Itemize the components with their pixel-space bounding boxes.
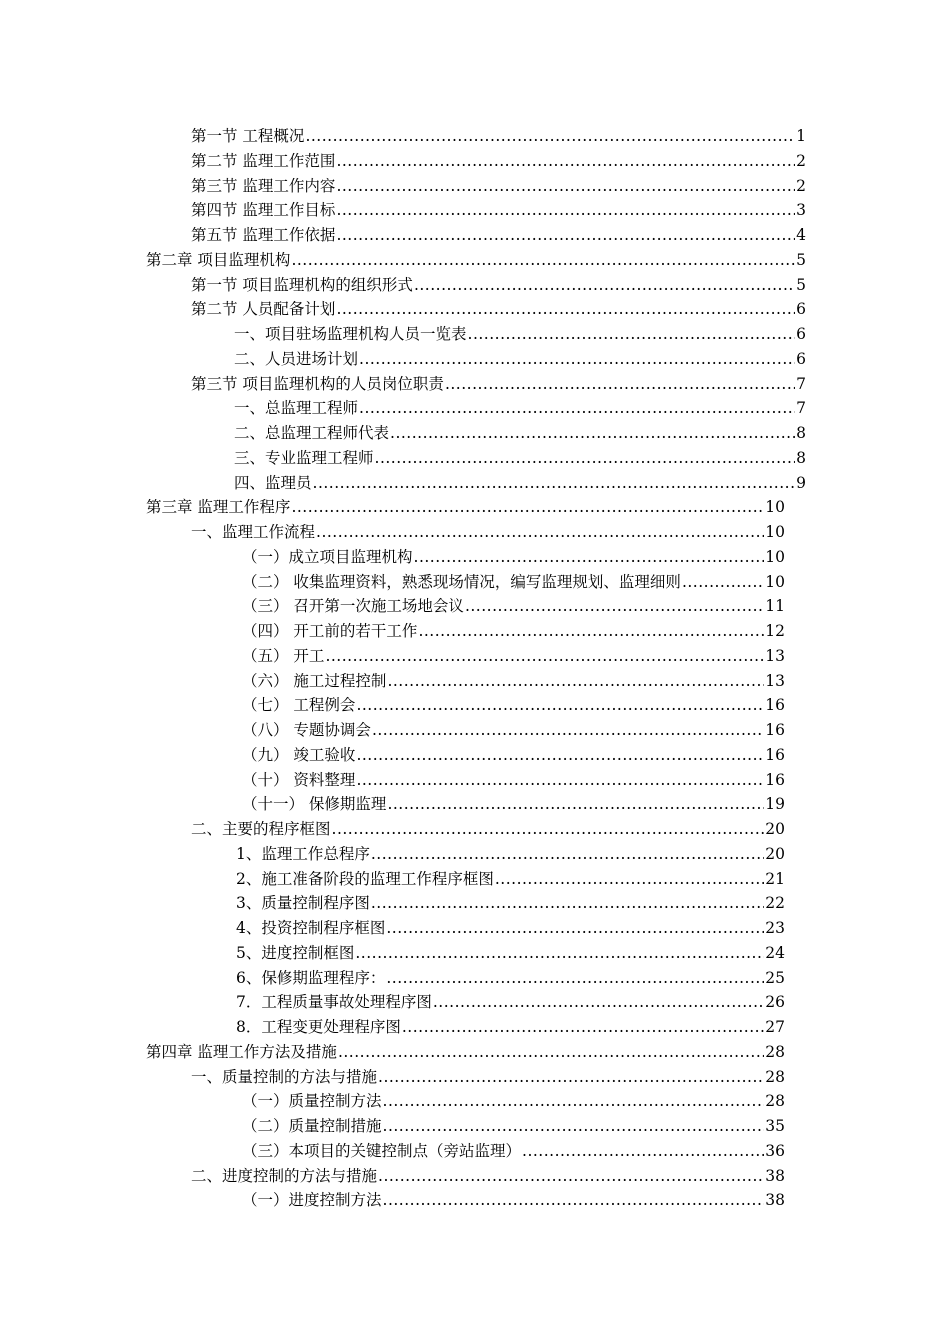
toc-dot-leader	[386, 916, 764, 941]
toc-dot-leader	[387, 669, 764, 694]
toc-entry-line	[242, 545, 785, 570]
toc-entry[interactable]	[146, 891, 806, 916]
toc-dot-leader	[418, 619, 764, 644]
toc-dot-leader	[378, 1065, 764, 1090]
toc-entry-title: （三） 召开第一次施工场地会议	[242, 597, 464, 616]
toc-page-number: 8	[796, 448, 806, 467]
toc-page-number: 5	[796, 250, 806, 269]
toc-page-number: 16	[765, 696, 785, 715]
toc-dot-leader	[356, 693, 764, 718]
toc-page-number: 35	[765, 1117, 785, 1135]
toc-entry[interactable]	[146, 792, 806, 817]
toc-entry-line	[234, 446, 806, 471]
toc-entry-title: 二、主要的程序框图	[191, 820, 331, 838]
toc-entry-title: 第二节 人员配备计划	[191, 300, 336, 319]
toc-entry[interactable]	[146, 347, 806, 372]
toc-entry-line	[236, 867, 785, 892]
toc-entry[interactable]	[146, 817, 806, 842]
toc-page-number: 6	[796, 300, 806, 319]
toc-dot-leader	[372, 718, 764, 743]
toc-entry-line	[242, 718, 785, 743]
toc-entry[interactable]	[146, 1164, 806, 1189]
toc-page-number: 10	[765, 498, 785, 517]
toc-entry[interactable]	[146, 1015, 806, 1040]
toc-entry-line	[191, 520, 785, 545]
toc-dot-leader	[359, 396, 795, 421]
toc-dot-leader	[336, 297, 795, 322]
toc-dot-leader	[386, 966, 764, 991]
toc-entry[interactable]	[146, 248, 806, 273]
toc-entry-line	[242, 743, 785, 768]
toc-entry[interactable]	[146, 520, 806, 545]
toc-dot-leader	[414, 273, 795, 298]
toc-entry-title: 三、专业监理工程师	[234, 448, 374, 467]
toc-entry-title: 2、施工准备阶段的监理工作程序框图	[236, 869, 494, 888]
toc-page-number: 13	[765, 646, 785, 665]
toc-entry-title: （二） 收集监理资料，熟悉现场情况，编写监理规划、监理细则	[242, 572, 681, 591]
toc-page-number: 19	[765, 795, 785, 814]
toc-page-number: 12	[765, 622, 785, 640]
toc-dot-leader	[356, 743, 764, 768]
toc-entry[interactable]	[146, 768, 806, 793]
toc-entry-line	[242, 1139, 785, 1164]
toc-entry[interactable]	[146, 495, 806, 520]
toc-entry-line	[191, 124, 806, 149]
toc-entry-line	[191, 174, 806, 199]
toc-page-number: 8	[796, 424, 806, 442]
toc-page-number: 10	[765, 572, 785, 591]
toc-entry-title: 第二节 监理工作范围	[191, 151, 336, 170]
toc-entry[interactable]	[146, 446, 806, 471]
toc-entry[interactable]	[146, 669, 806, 694]
toc-entry[interactable]	[146, 1040, 806, 1065]
toc-dot-leader	[378, 1164, 764, 1189]
toc-entry-line	[234, 396, 806, 421]
toc-entry[interactable]	[146, 1089, 806, 1114]
toc-entry[interactable]	[146, 273, 806, 298]
toc-dot-leader	[336, 223, 795, 248]
toc-entry[interactable]	[146, 941, 806, 966]
toc-entry-title: （七） 工程例会	[242, 696, 356, 715]
toc-entry-line	[191, 223, 806, 248]
toc-entry-line	[234, 421, 806, 446]
toc-entry[interactable]	[146, 990, 806, 1015]
toc-dot-leader	[316, 520, 764, 545]
toc-entry-title: （十） 资料整理	[242, 770, 356, 789]
toc-entry-line	[236, 891, 785, 916]
toc-entry-line	[242, 1188, 785, 1213]
toc-entry-line	[242, 1114, 785, 1139]
toc-entry[interactable]	[146, 718, 806, 743]
toc-entry-line	[146, 1040, 785, 1065]
toc-page-number: 7	[796, 399, 806, 418]
toc-entry-line	[242, 669, 785, 694]
toc-dot-leader	[495, 867, 764, 892]
toc-entry-title: 第三节 监理工作内容	[191, 176, 336, 195]
toc-dot-leader	[305, 124, 795, 149]
toc-dot-leader	[336, 149, 795, 174]
toc-page-number: 6	[796, 325, 806, 343]
toc-entry-title: 1、监理工作总程序	[236, 844, 370, 863]
toc-entry[interactable]	[146, 619, 806, 644]
toc-entry-line	[191, 1164, 785, 1189]
toc-entry[interactable]	[146, 867, 806, 892]
toc-page-number: 38	[765, 1191, 785, 1210]
toc-page-number: 9	[796, 473, 806, 492]
toc-entry-line	[234, 322, 806, 347]
toc-page-number: 1	[796, 127, 806, 145]
toc-entry[interactable]	[146, 471, 806, 496]
toc-entry-line	[242, 619, 785, 644]
toc-entry-line	[236, 990, 785, 1015]
toc-entry[interactable]	[146, 372, 806, 397]
toc-dot-leader	[468, 322, 796, 347]
toc-entry-title: 6、保修期监理程序：	[236, 968, 386, 987]
toc-page-number: 10	[765, 547, 785, 566]
toc-entry[interactable]	[146, 916, 806, 941]
toc-dot-leader	[356, 768, 764, 793]
toc-entry-title: （五） 开工	[242, 646, 325, 665]
toc-entry-title: 4、投资控制程序框图	[236, 919, 386, 937]
toc-entry-line	[191, 273, 806, 298]
toc-entry-title: 第二章 项目监理机构	[146, 250, 291, 269]
toc-entry-title: （一）进度控制方法	[242, 1191, 382, 1210]
toc-entry-title: 四、监理员	[234, 473, 312, 492]
toc-entry-title: 一、监理工作流程	[191, 523, 316, 541]
toc-entry-title: 5、进度控制框图	[236, 943, 355, 962]
toc-entry-title: （十一） 保修期监理	[242, 795, 387, 814]
toc-entry-line	[191, 817, 785, 842]
toc-dot-leader	[387, 792, 764, 817]
toc-entry-line	[234, 347, 806, 372]
toc-entry[interactable]	[146, 1114, 806, 1139]
toc-entry-line	[236, 842, 785, 867]
toc-entry[interactable]	[146, 842, 806, 867]
toc-entry-line	[191, 198, 806, 223]
toc-entry-title: 8．工程变更处理程序图	[236, 1018, 401, 1036]
toc-entry[interactable]	[146, 743, 806, 768]
toc-dot-leader	[336, 198, 795, 223]
toc-entry-line	[191, 149, 806, 174]
toc-page-number: 10	[765, 523, 785, 541]
toc-entry-title: （三）本项目的关键控制点（旁站监理）	[242, 1141, 522, 1160]
toc-page-number: 5	[796, 275, 806, 294]
toc-page-number: 16	[765, 745, 785, 764]
toc-entry-title: 第三节 项目监理机构的人员岗位职责	[191, 374, 444, 393]
toc-dot-leader	[522, 1139, 764, 1164]
toc-entry-title: 第一节 项目监理机构的组织形式	[191, 275, 413, 294]
toc-entry[interactable]	[146, 644, 806, 669]
toc-entry-line	[191, 297, 806, 322]
toc-entry-line	[242, 693, 785, 718]
toc-entry-title: （一）质量控制方法	[242, 1092, 382, 1111]
toc-dot-leader	[383, 1188, 765, 1213]
toc-dot-leader	[383, 1089, 765, 1114]
toc-entry[interactable]	[146, 693, 806, 718]
toc-dot-leader	[313, 471, 796, 496]
toc-dot-leader	[445, 372, 795, 397]
toc-entry[interactable]	[146, 223, 806, 248]
toc-entry-title: （二）质量控制措施	[242, 1117, 382, 1135]
toc-entry[interactable]	[146, 966, 806, 991]
toc-entry-title: （九） 竣工验收	[242, 745, 356, 764]
toc-entry[interactable]	[146, 421, 806, 446]
toc-dot-leader	[465, 594, 764, 619]
toc-dot-leader	[359, 347, 795, 372]
toc-entry-line	[242, 570, 785, 595]
toc-entry-line	[242, 644, 785, 669]
toc-entry-title: 二、人员进场计划	[234, 349, 359, 368]
toc-entry-title: 第三章 监理工作程序	[146, 498, 291, 517]
toc-page-number: 24	[765, 943, 785, 962]
toc-entry-title: 第四章 监理工作方法及措施	[146, 1042, 337, 1061]
toc-page-number: 38	[765, 1166, 785, 1185]
toc-page-number: 25	[765, 968, 785, 987]
toc-page-number: 13	[765, 671, 785, 690]
toc-dot-leader	[682, 570, 764, 595]
toc-entry[interactable]	[146, 149, 806, 174]
toc-entry[interactable]	[146, 396, 806, 421]
toc-entry-title: 一、总监理工程师	[234, 399, 359, 418]
toc-dot-leader	[433, 990, 764, 1015]
toc-dot-leader	[414, 545, 765, 570]
toc-entry-line	[191, 372, 806, 397]
toc-dot-leader	[371, 891, 764, 916]
toc-entry-line	[236, 916, 785, 941]
toc-dot-leader	[355, 941, 764, 966]
toc-dot-leader	[332, 817, 765, 842]
toc-page-number: 2	[796, 176, 806, 195]
toc-entry-title: 第一节 工程概况	[191, 127, 305, 145]
toc-dot-leader	[291, 248, 795, 273]
toc-page-number: 16	[765, 721, 785, 739]
toc-entry-title: 二、总监理工程师代表	[234, 424, 390, 442]
toc-entry-title: （四） 开工前的若干工作	[242, 622, 418, 640]
toc-entry-title: 7．工程质量事故处理程序图	[236, 993, 432, 1012]
toc-dot-leader	[402, 1015, 764, 1040]
toc-entry[interactable]	[146, 1139, 806, 1164]
toc-page-number: 23	[765, 919, 785, 937]
toc-page-number: 36	[765, 1141, 785, 1160]
toc-entry-title: （六） 施工过程控制	[242, 671, 387, 690]
toc-entry[interactable]	[146, 297, 806, 322]
toc-page-number: 11	[765, 597, 785, 616]
toc-entry[interactable]	[146, 322, 806, 347]
toc-page-number: 27	[765, 1018, 785, 1036]
toc-dot-leader	[325, 644, 764, 669]
toc-page-number: 28	[765, 1067, 785, 1086]
toc-entry-line	[236, 966, 785, 991]
toc-dot-leader	[291, 495, 764, 520]
toc-page-number: 3	[796, 201, 806, 220]
toc-entry-title: （一）成立项目监理机构	[242, 547, 413, 566]
toc-page-number: 21	[765, 869, 785, 888]
toc-page-number: 2	[796, 151, 806, 170]
toc-entry[interactable]	[146, 594, 806, 619]
toc-page-number: 20	[765, 820, 785, 838]
toc-entry-line	[242, 594, 785, 619]
toc-entry-title: 3、质量控制程序图	[236, 894, 370, 913]
toc-entry-line	[191, 1065, 785, 1090]
toc-entry[interactable]	[146, 570, 806, 595]
table-of-contents	[146, 124, 806, 1213]
toc-entry-line	[242, 792, 785, 817]
toc-entry-title: 第五节 监理工作依据	[191, 226, 336, 244]
toc-entry-title: 一、项目驻场监理机构人员一览表	[234, 325, 467, 343]
toc-page-number: 22	[765, 894, 785, 913]
toc-page-number: 26	[765, 993, 785, 1012]
toc-entry-line	[242, 1089, 785, 1114]
toc-entry-line	[242, 768, 785, 793]
toc-page-number: 16	[765, 770, 785, 789]
toc-dot-leader	[338, 1040, 764, 1065]
toc-page-number: 28	[765, 1092, 785, 1111]
toc-dot-leader	[375, 446, 796, 471]
toc-entry[interactable]	[146, 198, 806, 223]
toc-entry-line	[234, 471, 806, 496]
toc-entry-line	[236, 1015, 785, 1040]
toc-entry-title: （八） 专题协调会	[242, 721, 371, 739]
toc-entry-title: 二、进度控制的方法与措施	[191, 1166, 378, 1185]
toc-dot-leader	[336, 174, 795, 199]
toc-dot-leader	[390, 421, 795, 446]
toc-page-number: 6	[796, 349, 806, 368]
toc-entry-line	[146, 248, 806, 273]
toc-dot-leader	[371, 842, 764, 867]
toc-entry[interactable]	[146, 174, 806, 199]
toc-dot-leader	[383, 1114, 765, 1139]
toc-page-number: 20	[765, 844, 785, 863]
toc-entry-line	[236, 941, 785, 966]
toc-page-number: 7	[796, 374, 806, 393]
toc-entry-line	[146, 495, 785, 520]
toc-entry-title: 第四节 监理工作目标	[191, 201, 336, 220]
toc-entry-title: 一、质量控制的方法与措施	[191, 1067, 378, 1086]
toc-page-number: 4	[796, 226, 806, 244]
toc-entry[interactable]	[146, 1188, 806, 1213]
toc-entry[interactable]	[146, 1065, 806, 1090]
toc-entry[interactable]	[146, 124, 806, 149]
toc-entry[interactable]	[146, 545, 806, 570]
toc-page-number: 28	[765, 1042, 785, 1061]
